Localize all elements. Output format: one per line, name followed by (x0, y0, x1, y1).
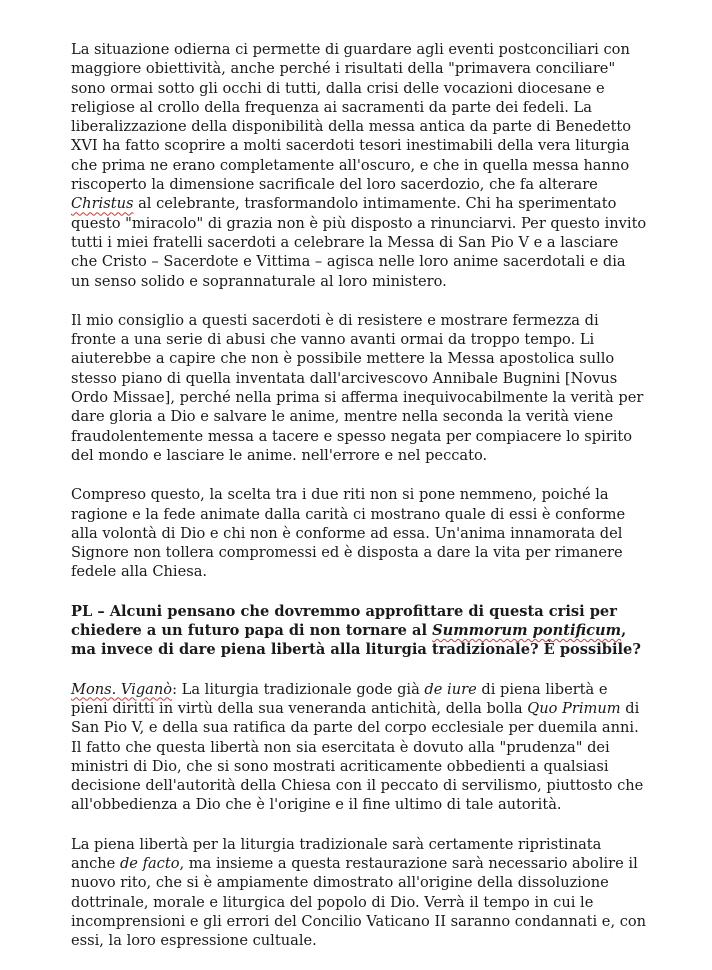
paragraph-1 (71, 40, 647, 291)
paragraph-3: Compreso questo, la scelta tra i due riti non si pone nemmeno, poiché la ragione e la fede animate dalla carità ci mostrano quale di essi è conforme alla volontà di Dio e chi non è conforme ad essa. Un'anima innamorata del Signore non tollera compromessi ed è disposta a dare la vita per rimanere fedele alla Chiesa. (71, 486, 626, 581)
paragraph-5-emphasis: de facto (119, 854, 180, 872)
paragraph-4-emphasis-2: Quo Primum (527, 699, 621, 717)
paragraph-1-emphasis: Christus (71, 195, 134, 213)
paragraph-4-text-b: di piena libertà e pieni diritti in virtù della sua veneranda antichità, della bolla (71, 680, 608, 717)
paragraph-1-text-b: al celebrante, trasformandolo intimamente. Chi ha sperimentato questo "miracolo" di grazia non è più disposto a rinunciarvi. Per questo invito tutti i miei fratelli sacerdoti a celebrare la Messa di San Pio V e a lasciare che Cristo – Sacerdote e Vittima – agisca nelle loro anime sacerdotali e dia un senso solido e soprannaturale al loro ministero. (71, 195, 647, 290)
paragraph-5 (71, 835, 647, 951)
paragraph-5-text-b: , ma insieme a questa restaurazione sarà necessario abolire il nuovo rito, che si è ampiamente dimostrato all'origine della dissoluzione dottrinale, morale e liturgica del popolo di Dio. Verrà il tempo in cui le incomprensioni e gli errori del Concilio Vaticano II saranno condannati e, con essi, la loro espressione cultuale. (71, 854, 647, 950)
paragraph-4 (71, 680, 647, 815)
paragraph-5-text-a: La piena libertà per la liturgia tradizionale sarà certamente ripristinata anche (71, 835, 602, 872)
paragraph-1-text-a: La situazione odierna ci permette di guardare agli eventi postconciliari con maggiore obiettività, anche perché i risultati della "primavera conciliare" sono ormai sotto gli occhi di tutti, dalla crisi delle vocazioni diocesane e religiose al crollo della frequenza ai sacramenti da parte dei fedeli. La liberalizzazione della disponibilità della messa antica da parte di Benedetto XVI ha fatto scoprire a molti sacerdoti tesori inestimabili della vera liturgia che prima ne erano completamente all'oscuro, e che in quella messa hanno riscoperto la dimensione sacrificale del loro sacerdozio, che fa alterare (71, 41, 632, 194)
interview-question (71, 602, 647, 660)
speaker-name: Mons. Viganò (71, 680, 173, 698)
paragraph-4-emphasis-1: de iure (424, 680, 477, 698)
paragraph-4-text-c: di San Pio V, e della sua ratifica da parte del corpo ecclesiale per duemila anni. Il fatto che questa libertà non sia esercitata è dovuto alla "prudenza" dei ministri di Dio, che si sono mostrati acriticamente obbedienti a qualsiasi decisione dell'autorità della Chiesa con il peccato di servilismo, piuttosto che all'obbedienza a Dio che è l'origine e il fine ultimo di tale autorità. (71, 699, 644, 814)
question-text-a: PL – Alcuni pensano che dovremmo approfittare di questa crisi per chiedere a un futuro papa di non tornare al (71, 602, 617, 640)
question-emphasis: Summorum pontificum (432, 622, 622, 640)
paragraph-4-text-a: : La liturgia tradizionale gode già (172, 680, 425, 698)
document-page (71, 40, 647, 970)
question-text-b: , ma invece di dare piena libertà alla liturgia tradizionale? È possibile? (71, 622, 641, 659)
paragraph-2: Il mio consiglio a questi sacerdoti è di resistere e mostrare fermezza di fronte a una serie di abusi che vanno avanti ormai da troppo tempo. Li aiuterebbe a capire che non è possibile mettere la Messa apostolica sullo stesso piano di quella inventata dall'arcivescovo Annibale Bugnini [Novus Ordo Missae], perché nella prima si afferma inequivocabilmente la verità per dare gloria a Dio e salvare le anime, mentre nella seconda la verità viene fraudolentemente messa a tacere e spesso negata per compiacere lo spirito del mondo e lasciare le anime. nell'errore e nel peccato. (71, 311, 644, 464)
